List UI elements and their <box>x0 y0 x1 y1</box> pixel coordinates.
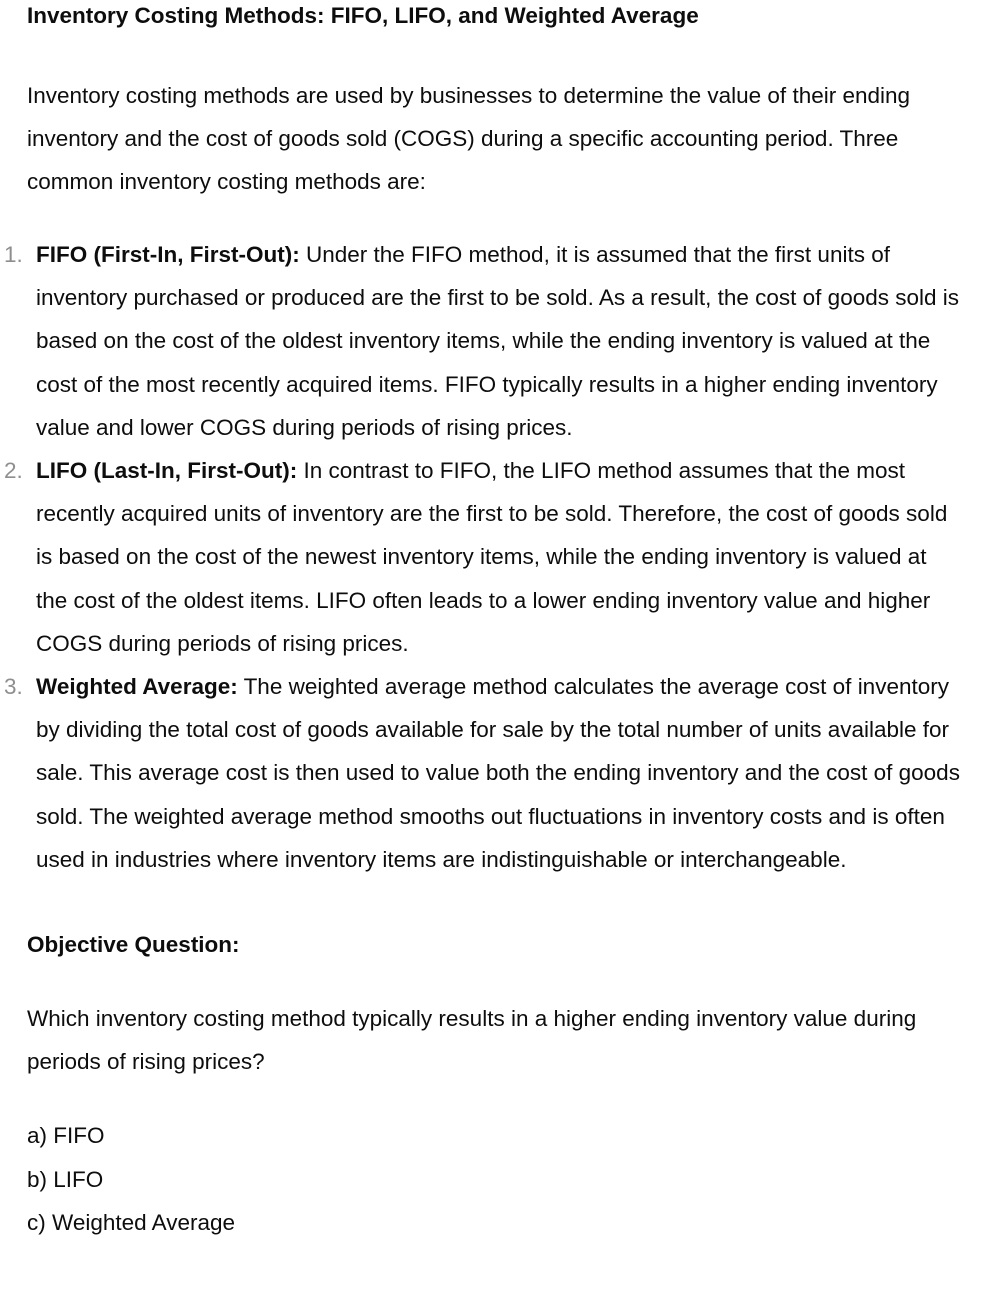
list-number: 2. <box>4 458 23 484</box>
method-item-fifo <box>0 233 960 449</box>
method-description: The weighted average method calculates the average cost of inventory by dividing the total cost of goods available for sale by the total number of units available for sale. This average cost is then used to value both the ending inventory and the cost of goods sold. The weighted average method smooths out fluctuations in inventory costs and is often used in industries where inventory items are indistinguishable or interchangeable. <box>36 674 960 872</box>
methods-list <box>0 233 960 881</box>
objective-heading: Objective Question: <box>27 932 240 958</box>
answer-option-b: b) LIFO <box>27 1166 104 1192</box>
method-term: Weighted Average: <box>36 674 238 700</box>
answer-option-a: a) FIFO <box>27 1123 105 1149</box>
list-number: 3. <box>4 674 23 700</box>
method-description: Under the FIFO method, it is assumed that the first units of inventory purchased or produced are the first to be sold. As a result, the cost of goods sold is based on the cost of the oldest inventory items, while the ending inventory is valued at the cost of the most recently acquired items. FIFO typically results in a higher ending inventory value and lower COGS during periods of rising prices. <box>36 242 960 440</box>
method-item-weighted-average <box>0 665 960 881</box>
list-number: 1. <box>4 242 23 267</box>
question-text: Which inventory costing method typically results in a higher ending inventory value during periods of rising prices? <box>27 1006 917 1075</box>
method-description: In contrast to FIFO, the LIFO method assumes that the most recently acquired units of inventory are the first to be sold. Therefore, the cost of goods sold is based on the cost of the newest inventory items, while the ending inventory is valued at the cost of the oldest items. LIFO often leads to a lower ending inventory value and higher COGS during periods of rising prices. <box>36 458 948 656</box>
method-term: FIFO (First-In, First-Out): <box>36 242 300 267</box>
method-item-lifo <box>0 449 960 665</box>
answer-option-c: c) Weighted Average <box>27 1210 236 1236</box>
method-term: LIFO (Last-In, First-Out): <box>36 458 298 484</box>
document-body <box>4 0 967 1245</box>
intro-paragraph: Inventory costing methods are used by businesses to determine the value of their ending inventory and the cost of goods sold (COGS) during a specific accounting period. Three common inventory costing methods are: <box>27 83 911 194</box>
answer-options <box>27 1114 967 1245</box>
document-title: Inventory Costing Methods: FIFO, LIFO, and Weighted Average <box>27 3 699 28</box>
